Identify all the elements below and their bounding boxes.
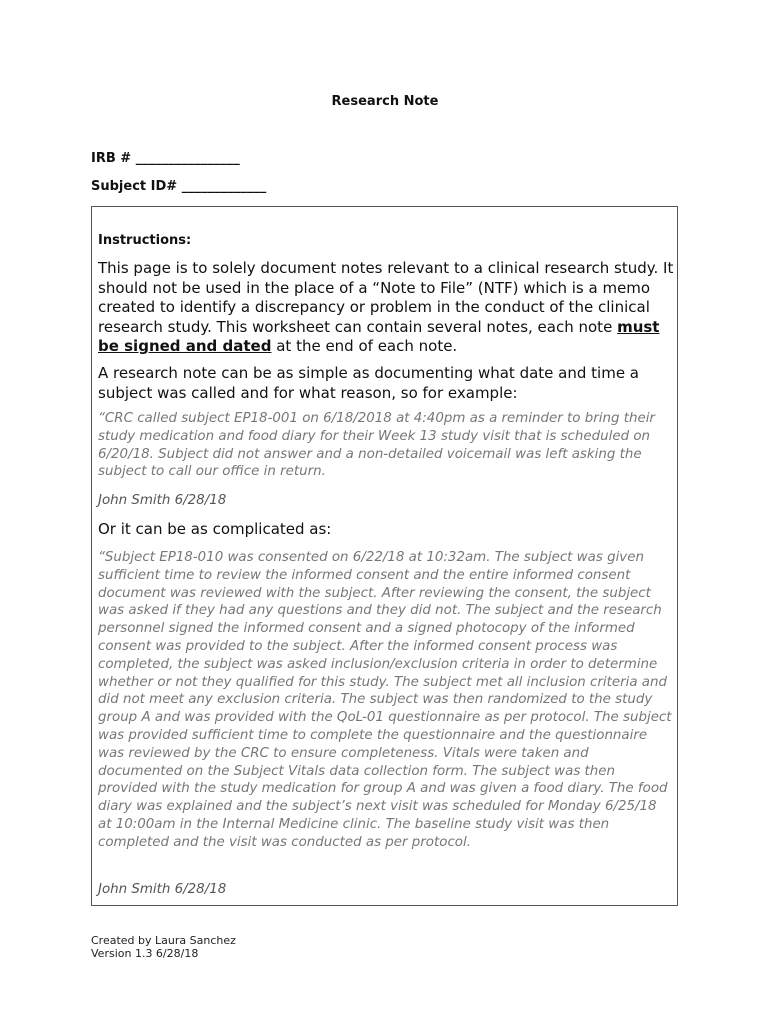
page-title: Research Note xyxy=(331,94,439,109)
simple-note-intro: A research note can be as simple as documenting what date and time a subject was called and for what reason, so for example: xyxy=(98,364,640,402)
simple-note-example: “CRC called subject EP18-001 on 6/18/2018 at 4:40pm as a reminder to bring their study medication and food diary for their Week 13 study visit that is scheduled on 6/20/18. Subject did not answer and a non-detailed voicemail was left asking the subject to call our office in return. xyxy=(98,411,655,480)
instructions-text: This page is to solely document notes relevant to a clinical research study. It should not be used in the place of a “Note to File” (NTF) which is a memo created to identify a discrepancy or problem in the conduct of the clinical research study. This worksheet can contain several notes, each note xyxy=(98,259,674,336)
footer-version: Version 1.3 6/28/18 xyxy=(91,947,199,960)
instructions-text-end: at the end of each note. xyxy=(271,337,458,355)
instructions-paragraph xyxy=(98,259,674,357)
footer xyxy=(91,934,236,960)
signed-dated-emphasis: must be signed and dated xyxy=(98,317,660,355)
subject-id-field: Subject ID# _____________ xyxy=(91,179,267,194)
signature-example-1: John Smith 6/28/18 xyxy=(98,493,227,508)
signature-example-2: John Smith 6/28/18 xyxy=(98,882,227,897)
instructions-box xyxy=(91,206,678,906)
complex-note-intro: Or it can be as complicated as: xyxy=(98,520,332,538)
footer-author: Created by Laura Sanchez xyxy=(91,934,236,947)
complex-note-example: “Subject EP18-010 was consented on 6/22/18 at 10:32am. The subject was given sufficient time to review the informed consent and the entire informed consent document was reviewed with the subject. After reviewing the consent, the subject was asked if they had any questions and they did not. The subject and the research personnel signed the informed consent and a signed photocopy of the informed consent was provided to the subject. After the informed consent process was completed, the subject was asked inclusion/exclusion criteria in order to determine whether or not they qualified for this study. The subject met all inclusion criteria and did not meet any exclusion criteria. The subject was then randomized to the study group A and was provided with the QoL-01 questionnaire as per protocol. The subject was provided sufficient time to complete the questionnaire and the questionnaire was reviewed by the CRC to ensure completeness. Vitals were taken and documented on the Subject Vitals data collection form. The subject was then provided with the study medication for group A and was given a food diary. The food diary was explained and the subject’s next visit was scheduled for Monday 6/25/18 at 10:00am in the Internal Medicine clinic. The baseline study visit was then completed and the visit was conducted as per protocol. xyxy=(98,550,672,850)
irb-number-field: IRB # ________________ xyxy=(91,151,240,166)
instructions-heading: Instructions: xyxy=(98,233,192,248)
